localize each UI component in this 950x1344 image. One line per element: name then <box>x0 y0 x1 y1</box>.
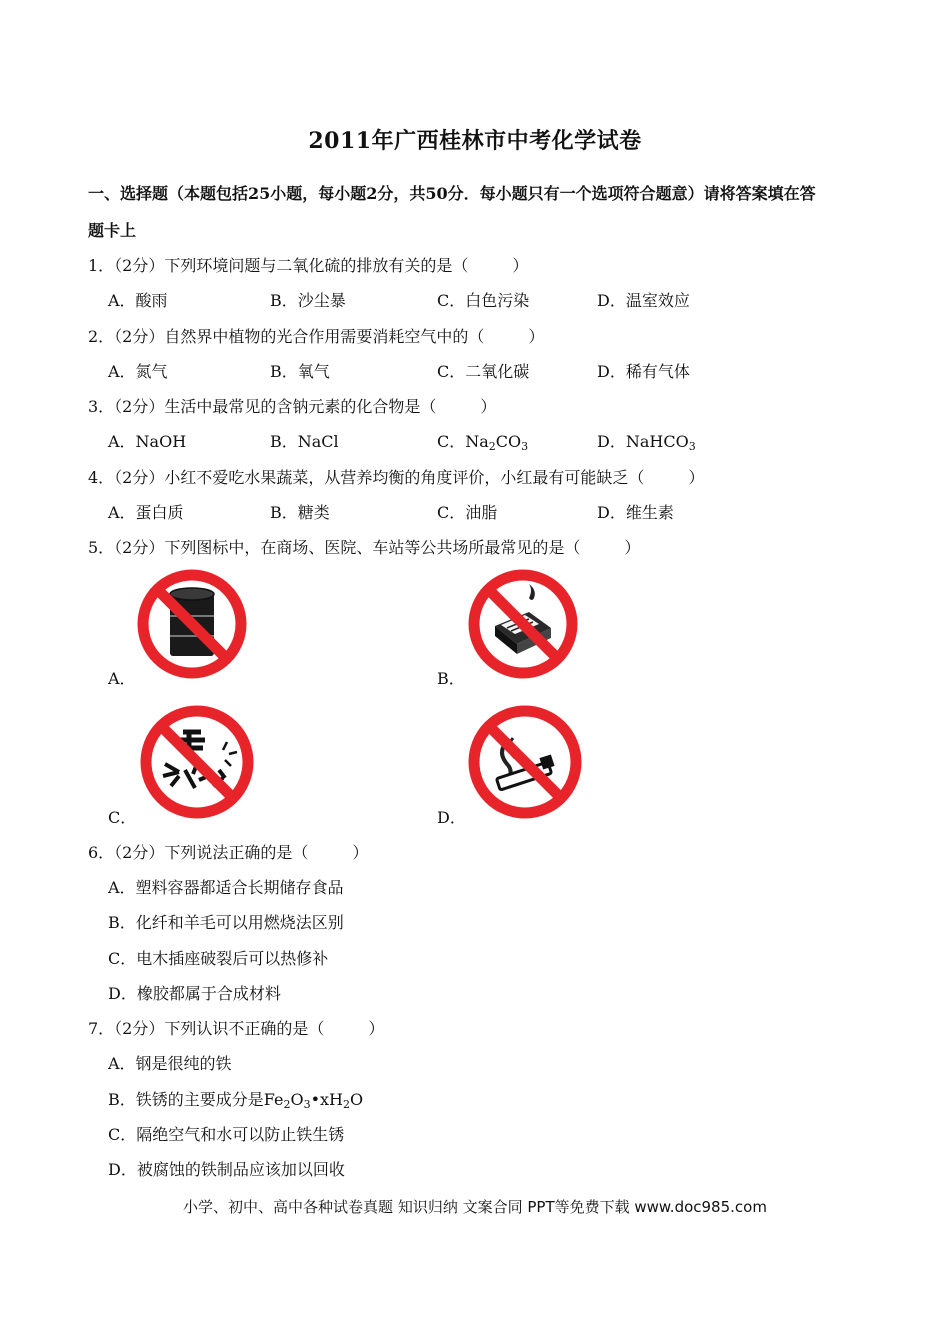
q3-option-d-text: D．NaHCO <box>597 432 689 451</box>
q3-option-c-mid: CO <box>495 432 522 451</box>
q5-option-a: A． <box>108 669 136 688</box>
section-heading-line1: 一、选择题（本题包括25小题，每小题2分，共50分．每小题只有一个选项符合题意）请将答案填在答 <box>88 184 816 203</box>
question-1-stem: 1．（2分）下列环境问题与二氧化硫的排放有关的是（ <box>88 256 469 275</box>
question-5-stem: 5．（2分）下列图标中，在商场、医院、车站等公共场所最常见的是（ <box>88 538 581 557</box>
q3-option-b: B．NaCl <box>270 432 339 451</box>
question-3 <box>88 394 496 417</box>
q1-option-b: B．沙尘暴 <box>270 291 346 310</box>
question-2-stem: 2．（2分）自然界中植物的光合作用需要消耗空气中的（ <box>88 327 485 346</box>
q7-option-b <box>108 1087 363 1110</box>
question-2 <box>88 324 544 347</box>
q2-option-b: B．氧气 <box>270 362 330 381</box>
q1-option-c: C．白色污染 <box>437 291 530 310</box>
q5-option-b: B． <box>437 669 465 688</box>
q3-option-d <box>597 429 696 452</box>
section-heading-line2: 题卡上 <box>88 221 137 240</box>
q3-option-c-sub1: 2 <box>488 440 496 453</box>
question-6-stem: 6．（2分）下列说法正确的是（ <box>88 843 309 862</box>
q2-option-a: A．氮气 <box>108 362 168 381</box>
page-footer: 小学、初中、高中各种试卷真题 知识归纳 文案合同 PPT等免费下载 www.doc985.com <box>183 1198 767 1216</box>
q4-option-c: C．油脂 <box>437 503 498 522</box>
q4-option-d: D．维生素 <box>597 503 674 522</box>
question-1 <box>88 253 528 276</box>
question-1-close: ） <box>512 256 529 275</box>
q3-option-d-sub: 3 <box>688 440 696 453</box>
q7-option-b-sub3: 2 <box>343 1098 351 1111</box>
q3-option-c-text: C．Na <box>437 432 489 451</box>
question-3-stem: 3．（2分）生活中最常见的含钠元素的化合物是（ <box>88 397 437 416</box>
question-5 <box>88 535 640 558</box>
q7-option-b-text: B．铁锈的主要成分是Fe <box>108 1090 284 1109</box>
q7-option-a: A．钢是很纯的铁 <box>108 1054 232 1073</box>
q7-option-b-sub2: 3 <box>303 1098 311 1111</box>
q7-option-b-o: O <box>290 1090 304 1109</box>
q1-option-a: A．酸雨 <box>108 291 168 310</box>
q6-option-a: A．塑料容器都适合长期储存食品 <box>108 878 344 897</box>
question-2-close: ） <box>528 327 545 346</box>
q5-option-c: C． <box>108 808 137 827</box>
no-matches-icon <box>467 568 579 680</box>
q3-option-a: A．NaOH <box>108 432 187 451</box>
q7-option-d: D．被腐蚀的铁制品应该加以回收 <box>108 1160 345 1179</box>
question-5-close: ） <box>624 538 641 557</box>
question-6 <box>88 840 368 863</box>
q5-option-d: D． <box>437 808 466 827</box>
q6-option-b: B．化纤和羊毛可以用燃烧法区别 <box>108 913 344 932</box>
q7-option-b-dot: •xH <box>310 1090 344 1109</box>
question-7-stem: 7．（2分）下列认识不正确的是（ <box>88 1019 325 1038</box>
q1-option-d: D．温室效应 <box>597 291 690 310</box>
question-7 <box>88 1016 384 1039</box>
q2-option-d: D．稀有气体 <box>597 362 690 381</box>
question-7-close: ） <box>368 1019 385 1038</box>
q3-option-c-sub2: 3 <box>521 440 529 453</box>
page-title: 2011年广西桂林市中考化学试卷 <box>308 128 642 154</box>
question-4-stem: 4．（2分）小红不爱吃水果蔬菜，从营养均衡的角度评价，小红最有可能缺乏（ <box>88 468 645 487</box>
q7-option-b-end: O <box>350 1090 364 1109</box>
question-4 <box>88 465 704 488</box>
no-fireworks-icon <box>139 704 255 820</box>
no-oil-drum-icon <box>136 568 248 680</box>
q2-option-c: C．二氧化碳 <box>437 362 530 381</box>
no-smoking-icon <box>467 704 583 820</box>
question-4-close: ） <box>688 468 705 487</box>
q7-option-c: C．隔绝空气和水可以防止铁生锈 <box>108 1125 345 1144</box>
q7-option-b-sub1: 2 <box>283 1098 291 1111</box>
question-6-close: ） <box>352 843 369 862</box>
q3-option-c <box>437 429 528 452</box>
q4-option-b: B．糖类 <box>270 503 330 522</box>
q6-option-c: C．电木插座破裂后可以热修补 <box>108 949 329 968</box>
question-3-close: ） <box>480 397 497 416</box>
q4-option-a: A．蛋白质 <box>108 503 184 522</box>
q6-option-d: D．橡胶都属于合成材料 <box>108 984 281 1003</box>
